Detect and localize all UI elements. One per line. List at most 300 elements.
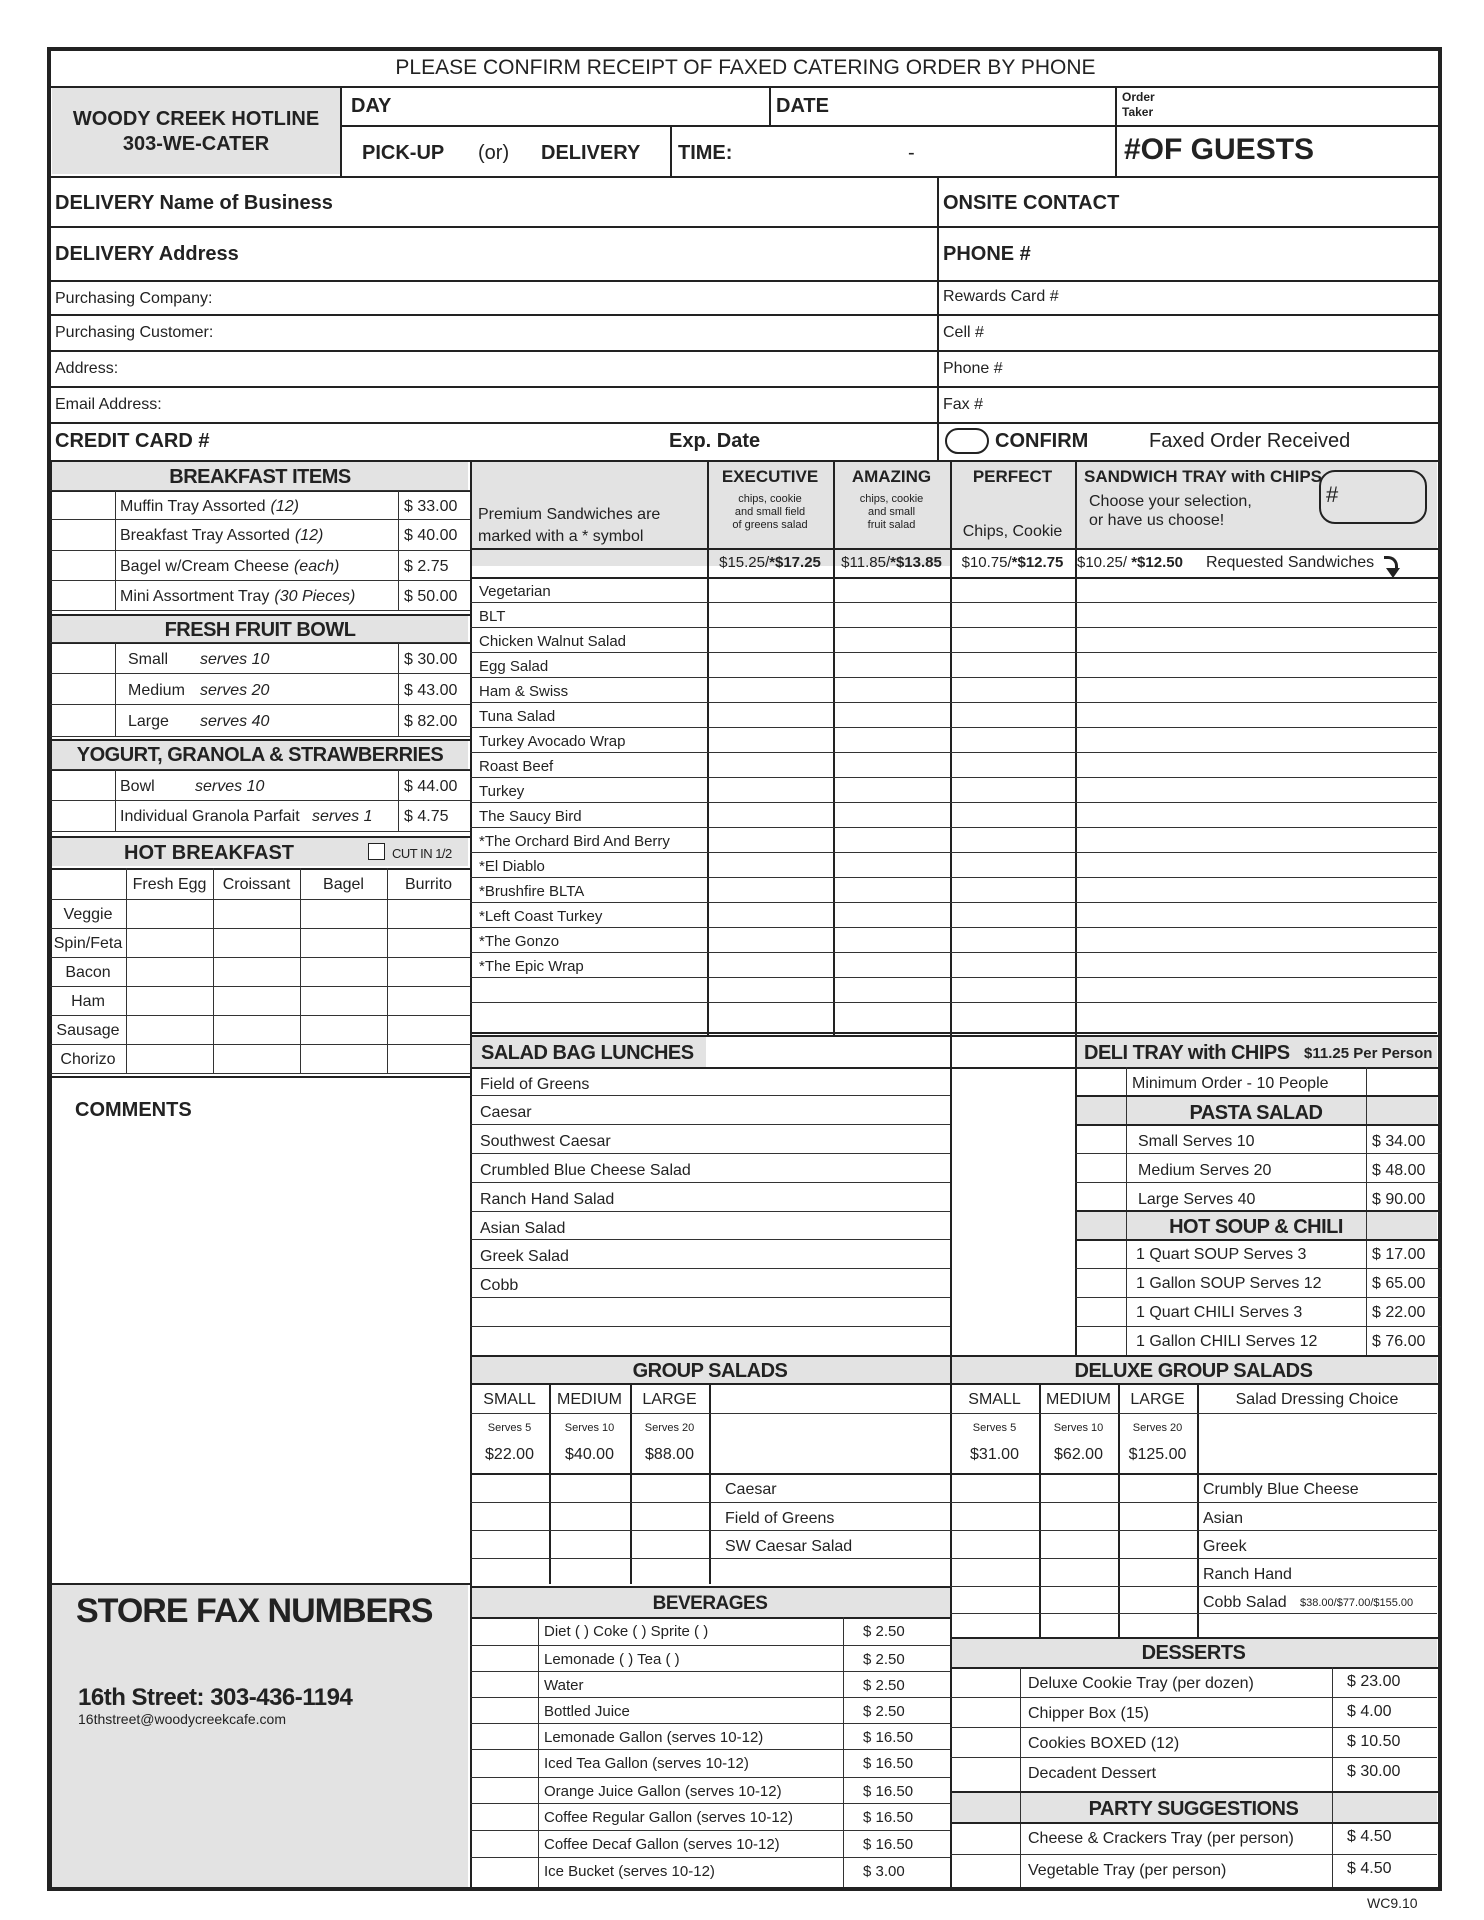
sandwich-qty-cell[interactable] <box>709 954 831 975</box>
salad-bag-name: Cobb <box>480 1277 519 1294</box>
divider <box>470 1530 950 1531</box>
sandwich-qty-cell[interactable] <box>952 854 1073 875</box>
divider <box>470 1697 950 1698</box>
sandwich-qty-cell[interactable] <box>709 679 831 700</box>
beverage-name: Diet ( ) Coke ( ) Sprite ( ) <box>544 1623 709 1640</box>
beverage-qty-field[interactable] <box>472 1779 536 1801</box>
salad-bag-qty-cell[interactable] <box>709 1126 831 1151</box>
salad-bag-qty-cell[interactable] <box>835 1270 948 1295</box>
fruit-qty-field[interactable] <box>52 705 113 735</box>
divider <box>50 928 470 929</box>
tray-price <box>1077 555 1183 570</box>
salad-bag-qty-cell[interactable] <box>709 1241 831 1266</box>
text-label: and small field <box>734 506 806 518</box>
divider <box>398 642 399 736</box>
text-label: DELIVERY Address <box>55 243 239 265</box>
address-field[interactable] <box>130 352 935 384</box>
hot-breakfast-cell[interactable] <box>389 930 468 955</box>
sandwich-qty-cell[interactable] <box>1077 629 1435 650</box>
deluxe-salad-qty-cell[interactable] <box>1041 1560 1116 1584</box>
divider <box>387 868 388 1073</box>
pasta-qty-field[interactable] <box>1077 1126 1124 1151</box>
sandwich-qty-cell[interactable] <box>835 829 948 850</box>
sandwich-qty-cell[interactable] <box>835 579 948 600</box>
divider <box>470 902 1437 903</box>
purchasing-customer-field[interactable] <box>240 316 935 348</box>
hot-breakfast-cell[interactable] <box>128 988 211 1013</box>
sandwich-qty-cell[interactable] <box>835 879 948 900</box>
sandwich-qty-cell[interactable] <box>709 754 831 775</box>
text-label: $ 4.75 <box>404 808 449 825</box>
faxed-received-label: Faxed Order Received <box>1149 430 1351 452</box>
divider <box>1075 1153 1441 1154</box>
hot-breakfast-row: Chorizo <box>60 1051 116 1068</box>
divider <box>50 800 470 801</box>
divider <box>470 1095 950 1096</box>
sandwich-qty-cell[interactable] <box>1077 579 1435 600</box>
fruit-qty-field[interactable] <box>52 674 113 703</box>
beverage-price: $ 16.50 <box>863 1729 914 1746</box>
text-label: CREDIT CARD # <box>55 430 210 452</box>
divider <box>50 986 470 987</box>
beverage-qty-field[interactable] <box>472 1805 536 1828</box>
divider <box>950 1502 1437 1503</box>
divider <box>398 490 399 610</box>
deluxe-salad-qty-cell[interactable] <box>1041 1532 1116 1556</box>
hot-breakfast-cell[interactable] <box>128 1017 211 1042</box>
beverage-qty-field[interactable] <box>472 1725 536 1747</box>
order-taker-field[interactable] <box>1190 88 1437 123</box>
credit-card-field[interactable] <box>215 424 660 458</box>
dessert-price: $ 23.00 <box>1347 1673 1401 1690</box>
sandwich-qty-cell[interactable] <box>952 779 1073 800</box>
salad-bag-qty-cell[interactable] <box>835 1097 948 1122</box>
sandwich-name: Vegetarian <box>479 583 551 600</box>
price-regular: $10.75/ <box>961 554 1012 571</box>
group-salad-qty-cell[interactable] <box>632 1532 707 1556</box>
party-title: PARTY SUGGESTIONS <box>1088 1798 1299 1820</box>
sandwich-qty-cell[interactable] <box>952 654 1073 675</box>
cut-in-half-checkbox[interactable] <box>368 843 385 860</box>
divider <box>1075 1297 1441 1298</box>
size-price: $125.00 <box>1128 1446 1187 1463</box>
group-salad-name: Field of Greens <box>725 1510 835 1527</box>
beverage-qty-field[interactable] <box>472 1673 536 1695</box>
beverage-price: $ 2.50 <box>863 1651 905 1668</box>
time-label: TIME: <box>678 142 733 164</box>
deluxe-salad-qty-cell[interactable] <box>1041 1504 1116 1528</box>
divider <box>50 614 470 616</box>
hot-breakfast-cell[interactable] <box>215 930 298 955</box>
group-salad-qty-cell[interactable] <box>472 1475 547 1500</box>
hot-breakfast-cell[interactable] <box>389 901 468 926</box>
fruit-qty-field[interactable] <box>52 643 113 672</box>
deluxe-salad-qty-cell[interactable] <box>1120 1504 1195 1528</box>
hot-breakfast-cell[interactable] <box>302 930 385 955</box>
divider <box>950 1667 1441 1669</box>
soup-qty-field[interactable] <box>1077 1328 1124 1350</box>
sandwich-qty-cell[interactable] <box>1077 929 1435 950</box>
deluxe-salad-qty-cell[interactable] <box>1041 1475 1116 1500</box>
sandwich-qty-cell[interactable] <box>952 754 1073 775</box>
deluxe-salad-qty-cell[interactable] <box>952 1504 1037 1528</box>
text-label: marked with a * symbol <box>478 528 644 545</box>
desserts-title: DESSERTS <box>1141 1642 1246 1664</box>
divider <box>470 1617 950 1619</box>
deluxe-salads-title: DELUXE GROUP SALADS <box>1074 1360 1313 1382</box>
deli-title: DELI TRAY with CHIPS <box>1084 1042 1290 1064</box>
guests-field[interactable] <box>1335 127 1437 174</box>
size-header: MEDIUM <box>1046 1391 1111 1408</box>
beverage-qty-field[interactable] <box>472 1647 536 1669</box>
pasta-price: $ 90.00 <box>1372 1191 1426 1208</box>
group-salad-qty-cell[interactable] <box>472 1532 547 1556</box>
sandwich-qty-cell[interactable] <box>709 579 831 600</box>
divider <box>950 1757 1437 1758</box>
pasta-name: Medium Serves 20 <box>1138 1162 1272 1179</box>
sandwich-qty-cell[interactable] <box>835 729 948 750</box>
hot-breakfast-cell[interactable] <box>389 1046 468 1071</box>
soup-qty-field[interactable] <box>1077 1299 1124 1324</box>
sandwich-qty-cell[interactable] <box>709 879 831 900</box>
sandwich-qty-cell[interactable] <box>952 829 1073 850</box>
text-label: Order <box>1122 90 1155 104</box>
sandwich-tier-price <box>707 555 833 570</box>
text-label: serves 1 <box>312 808 373 825</box>
sandwich-qty-cell[interactable] <box>835 629 948 650</box>
sandwich-qty-cell[interactable] <box>1077 654 1435 675</box>
salad-bag-qty-cell[interactable] <box>835 1241 948 1266</box>
salad-bag-qty-cell[interactable] <box>835 1069 948 1093</box>
pasta-price: $ 34.00 <box>1372 1133 1426 1150</box>
text-label: Medium <box>128 682 185 699</box>
delivery-address-field[interactable] <box>280 228 935 278</box>
divider <box>50 736 470 737</box>
exp-date-field[interactable] <box>765 424 935 458</box>
beverage-qty-field[interactable] <box>472 1619 536 1643</box>
phone-field[interactable] <box>1048 228 1437 278</box>
beverage-name: Water <box>544 1677 584 1694</box>
sandwich-qty-cell[interactable] <box>835 804 948 825</box>
divider <box>950 1413 1437 1414</box>
sandwich-qty-cell[interactable] <box>952 629 1073 650</box>
soup-name: 1 Quart SOUP Serves 3 <box>1136 1246 1307 1263</box>
salad-bag-qty-cell[interactable] <box>835 1155 948 1180</box>
sandwich-qty-cell[interactable] <box>835 679 948 700</box>
salad-bag-qty-cell[interactable] <box>709 1097 831 1122</box>
text-label: Serves 5 <box>487 1422 532 1434</box>
breakfast-item-qty: (12) <box>270 498 299 515</box>
comments-field[interactable] <box>60 1130 460 1575</box>
hot-breakfast-cell[interactable] <box>215 1046 298 1071</box>
pasta-qty-field[interactable] <box>1077 1184 1124 1208</box>
day-label: DAY <box>351 95 392 117</box>
purchasing-company-field[interactable] <box>230 282 935 312</box>
sandwich-qty-cell[interactable] <box>952 579 1073 600</box>
text-label: Purchasing Company: <box>55 290 213 307</box>
salad-bag-qty-cell[interactable] <box>709 1069 831 1093</box>
hot-breakfast-cell[interactable] <box>215 1017 298 1042</box>
party-item-price: $ 4.50 <box>1347 1828 1392 1845</box>
beverage-qty-field[interactable] <box>472 1699 536 1721</box>
divider <box>1075 1095 1441 1097</box>
sandwich-qty-cell[interactable] <box>835 954 948 975</box>
text-label: Serves 5 <box>972 1422 1017 1434</box>
text-label: serves 10 <box>195 778 265 795</box>
soup-qty-field[interactable] <box>1077 1270 1124 1295</box>
sandwich-qty-cell[interactable] <box>1077 879 1435 900</box>
divider <box>470 977 1437 978</box>
beverage-name: Iced Tea Gallon (serves 10-12) <box>544 1755 749 1772</box>
dessert-qty-field[interactable] <box>952 1729 1018 1755</box>
deluxe-salad-qty-cell[interactable] <box>952 1532 1037 1556</box>
fruit-price: $ 82.00 <box>404 713 458 730</box>
sandwich-qty-cell[interactable] <box>952 904 1073 925</box>
sandwich-qty-cell[interactable] <box>709 779 831 800</box>
breakfast-qty-field[interactable] <box>52 551 113 579</box>
sandwich-qty-cell[interactable] <box>952 879 1073 900</box>
breakfast-item-qty: (each) <box>293 558 340 575</box>
soup-qty-field[interactable] <box>1077 1241 1124 1266</box>
divider <box>470 1671 950 1672</box>
divider <box>115 769 116 831</box>
deluxe-salad-qty-cell[interactable] <box>1120 1475 1195 1500</box>
group-salad-qty-cell[interactable] <box>551 1532 628 1556</box>
group-salads-title: GROUP SALADS <box>632 1360 788 1382</box>
deluxe-salad-qty-cell[interactable] <box>952 1560 1037 1584</box>
sandwich-qty-cell[interactable] <box>1077 604 1435 625</box>
beverage-price: $ 16.50 <box>863 1783 914 1800</box>
text-label: serves 40 <box>200 713 270 730</box>
beverage-qty-field[interactable] <box>472 1859 536 1885</box>
sandwich-qty-cell[interactable] <box>1077 829 1435 850</box>
hot-breakfast-cell[interactable] <box>215 901 298 926</box>
text-label: serves 10 <box>200 651 270 668</box>
hot-breakfast-column: Croissant <box>222 876 291 893</box>
hot-breakfast-cell[interactable] <box>128 1046 211 1071</box>
sandwich-qty-cell[interactable] <box>1077 704 1435 725</box>
salad-bag-qty-cell[interactable] <box>835 1213 948 1237</box>
sandwich-qty-cell[interactable] <box>952 804 1073 825</box>
size-price: $22.00 <box>485 1446 534 1463</box>
yogurt-qty-field[interactable] <box>52 770 113 799</box>
text-label: DELIVERY Name of Business <box>55 192 333 214</box>
breakfast-qty-field[interactable] <box>52 581 113 609</box>
pasta-qty-field[interactable] <box>1077 1155 1124 1180</box>
soup-price: $ 17.00 <box>1372 1246 1426 1263</box>
divider <box>470 1645 950 1646</box>
sandwich-qty-cell[interactable] <box>709 629 831 650</box>
sandwich-qty-cell[interactable] <box>835 704 948 725</box>
hot-breakfast-row: Spin/Feta <box>53 935 123 952</box>
divider <box>950 1727 1437 1728</box>
sandwich-qty-cell[interactable] <box>709 704 831 725</box>
sandwich-qty-cell[interactable] <box>1077 779 1435 800</box>
sandwich-qty-cell[interactable] <box>1077 754 1435 775</box>
divider <box>126 868 127 1073</box>
group-salad-qty-cell[interactable] <box>551 1504 628 1528</box>
hot-breakfast-cell[interactable] <box>128 959 211 984</box>
divider <box>115 642 116 736</box>
deluxe-salad-qty-cell[interactable] <box>1041 1588 1116 1611</box>
breakfast-qty-field[interactable] <box>52 491 113 518</box>
hot-breakfast-cell[interactable] <box>302 988 385 1013</box>
divider <box>470 777 1437 778</box>
sandwich-qty-cell[interactable] <box>835 754 948 775</box>
pickup-option[interactable]: PICK-UP <box>362 142 445 164</box>
hot-breakfast-cell[interactable] <box>302 901 385 926</box>
sandwich-qty-cell[interactable] <box>709 729 831 750</box>
party-qty-field[interactable] <box>952 1856 1018 1885</box>
text-label: # <box>1326 482 1339 507</box>
divider <box>1115 86 1117 176</box>
divider <box>470 1383 1441 1385</box>
hot-breakfast-cell[interactable] <box>389 1017 468 1042</box>
day-field[interactable] <box>400 88 765 123</box>
sandwich-qty-cell[interactable] <box>835 604 948 625</box>
text-label: chips, cookie <box>738 493 802 505</box>
hot-breakfast-column: Burrito <box>404 876 453 893</box>
sandwich-qty-cell[interactable] <box>952 604 1073 625</box>
hotline-number: 303-WE-CATER <box>122 133 270 155</box>
section-header-bg <box>52 88 340 174</box>
text-label: YOGURT, GRANOLA & STRAWBERRIES <box>76 744 444 766</box>
confirm-checkbox[interactable] <box>945 428 989 454</box>
salad-bag-qty-cell[interactable] <box>709 1213 831 1237</box>
sandwich-qty-cell[interactable] <box>709 929 831 950</box>
beverage-qty-field[interactable] <box>472 1832 536 1855</box>
sandwich-qty-cell[interactable] <box>709 804 831 825</box>
text-label: BREAKFAST ITEMS <box>169 466 351 488</box>
deluxe-salad-qty-cell[interactable] <box>952 1588 1037 1611</box>
dessert-qty-field[interactable] <box>952 1759 1018 1785</box>
text-label: and small <box>867 506 916 518</box>
divider <box>950 1791 1441 1793</box>
breakfast-item-price: $ 33.00 <box>404 498 458 515</box>
breakfast-item-name: Breakfast Tray Assorted <box>120 527 290 544</box>
sandwich-qty-cell[interactable] <box>1077 954 1435 975</box>
hot-breakfast-cell[interactable] <box>215 959 298 984</box>
party-qty-field[interactable] <box>952 1824 1018 1852</box>
divider <box>50 831 470 832</box>
sandwich-qty-cell[interactable] <box>709 904 831 925</box>
hot-breakfast-cell[interactable] <box>128 930 211 955</box>
dessert-qty-field[interactable] <box>952 1699 1018 1725</box>
deluxe-salad-qty-cell[interactable] <box>952 1475 1037 1500</box>
divider <box>1075 1124 1441 1126</box>
party-item-price: $ 4.50 <box>1347 1860 1392 1877</box>
hot-breakfast-cell[interactable] <box>389 959 468 984</box>
sandwich-qty-cell[interactable] <box>1077 679 1435 700</box>
text-label: Chips, Cookie <box>962 523 1063 540</box>
salad-bag-qty-cell[interactable] <box>835 1126 948 1151</box>
delivery-option[interactable]: DELIVERY <box>541 142 641 164</box>
sandwich-qty-cell[interactable] <box>952 704 1073 725</box>
hot-breakfast-cell[interactable] <box>302 959 385 984</box>
text-label: Taker <box>1122 105 1154 119</box>
sandwich-name: Turkey Avocado Wrap <box>479 733 626 750</box>
sandwich-qty-cell[interactable] <box>1077 729 1435 750</box>
hot-breakfast-column: Bagel <box>323 876 364 893</box>
sandwich-qty-cell[interactable] <box>835 779 948 800</box>
sandwich-qty-cell[interactable] <box>709 654 831 675</box>
text-label: serves 20 <box>200 682 270 699</box>
hot-breakfast-cell[interactable] <box>128 901 211 926</box>
hot-breakfast-cell[interactable] <box>389 988 468 1013</box>
group-salad-name: SW Caesar Salad <box>725 1538 853 1555</box>
hot-breakfast-cell[interactable] <box>215 988 298 1013</box>
dessert-qty-field[interactable] <box>952 1669 1018 1695</box>
salad-bag-qty-cell[interactable] <box>709 1155 831 1180</box>
divider <box>50 460 1441 462</box>
text-label: Serves 10 <box>564 1422 615 1434</box>
beverages-title: BEVERAGES <box>652 1593 768 1614</box>
date-label: DATE <box>776 95 829 117</box>
text-label: Large <box>128 713 169 730</box>
deluxe-salad-qty-cell[interactable] <box>1120 1560 1195 1584</box>
hot-breakfast-cell[interactable] <box>302 1046 385 1071</box>
divider <box>1075 1239 1441 1241</box>
sandwich-qty-cell[interactable] <box>1077 904 1435 925</box>
sandwich-qty-cell[interactable] <box>952 729 1073 750</box>
group-salad-qty-cell[interactable] <box>632 1475 707 1500</box>
divider <box>950 1613 1437 1614</box>
text-label: Rewards Card # <box>943 288 1059 305</box>
sandwich-qty-cell[interactable] <box>835 854 948 875</box>
sandwich-qty-cell[interactable] <box>709 604 831 625</box>
deluxe-salad-qty-cell[interactable] <box>1120 1532 1195 1556</box>
breakfast-qty-field[interactable] <box>52 520 113 549</box>
group-salad-qty-cell[interactable] <box>632 1504 707 1528</box>
divider <box>950 1530 1437 1531</box>
date-field[interactable] <box>830 88 1111 123</box>
sandwich-qty-cell[interactable] <box>709 829 831 850</box>
divider <box>470 1586 950 1588</box>
hot-breakfast-row: Ham <box>71 993 105 1010</box>
hot-breakfast-row: Veggie <box>63 906 113 923</box>
sandwich-qty-cell[interactable] <box>952 954 1073 975</box>
sandwich-tier-name: AMAZING <box>851 467 932 486</box>
sandwich-qty-cell[interactable] <box>835 904 948 925</box>
beverage-name: Coffee Regular Gallon (serves 10-12) <box>544 1809 794 1826</box>
salad-bag-qty-cell[interactable] <box>709 1270 831 1295</box>
email-field[interactable] <box>175 388 935 420</box>
sandwich-qty-cell[interactable] <box>835 654 948 675</box>
salad-bag-qty-cell[interactable] <box>709 1184 831 1209</box>
business-name-field[interactable] <box>330 178 935 224</box>
time-field[interactable] <box>745 127 1111 174</box>
sandwich-qty-cell[interactable] <box>952 679 1073 700</box>
sandwich-qty-cell[interactable] <box>1077 804 1435 825</box>
text-label: $38.00/$77.00/$155.00 <box>1300 1597 1414 1609</box>
divider <box>937 176 939 460</box>
sandwich-qty-cell[interactable] <box>1077 854 1435 875</box>
beverage-name: Ice Bucket (serves 10-12) <box>544 1863 715 1880</box>
divider <box>470 627 1437 628</box>
beverage-qty-field[interactable] <box>472 1751 536 1775</box>
salad-bag-qty-cell[interactable] <box>835 1184 948 1209</box>
breakfast-item-name: Mini Assortment Tray <box>120 588 270 605</box>
onsite-contact-field[interactable] <box>1120 178 1437 224</box>
sandwich-qty-cell[interactable] <box>952 929 1073 950</box>
group-salad-qty-cell[interactable] <box>551 1475 628 1500</box>
sandwich-qty-cell[interactable] <box>835 929 948 950</box>
deluxe-salad-qty-cell[interactable] <box>1120 1588 1195 1611</box>
group-salad-qty-cell[interactable] <box>472 1504 547 1528</box>
sandwich-qty-cell[interactable] <box>709 854 831 875</box>
yogurt-qty-field[interactable] <box>52 801 113 830</box>
hot-breakfast-cell[interactable] <box>302 1017 385 1042</box>
